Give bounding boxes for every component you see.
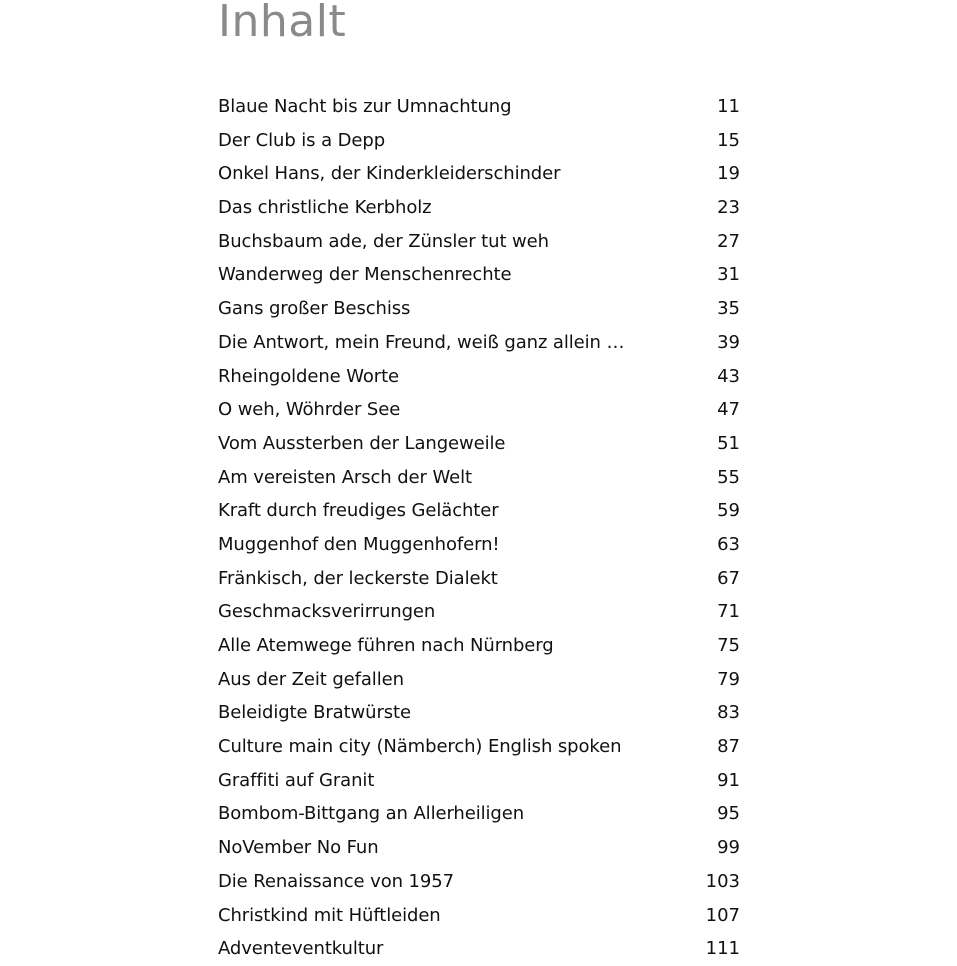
toc-entry [218,191,740,225]
toc-entry-page-number: 51 [717,432,740,454]
toc-entry [218,461,740,495]
toc-entry-title: Graffiti auf Granit [218,769,375,791]
toc-entry-title: Das christliche Kerbholz [218,197,432,219]
toc-entry-page-number: 79 [717,668,740,690]
toc-entry-title: Gans großer Beschiss [218,298,411,320]
toc-entry [218,360,740,394]
toc-entry-page-number: 63 [717,533,740,555]
toc-entry-title: Buchsbaum ade, der Zünsler tut weh [218,230,549,252]
toc-entry-title: O weh, Wöhrder See [218,399,401,421]
toc-entry [218,225,740,259]
toc-entry-title: Die Antwort, mein Freund, weiß ganz allein … [218,331,625,353]
toc-entry-page-number: 23 [717,197,740,219]
toc-entry [218,494,740,528]
toc-entry [218,157,740,191]
toc-entry-title: Onkel Hans, der Kinderkleiderschinder [218,163,561,185]
toc-entry [218,899,740,933]
toc-entry-page-number: 71 [717,601,740,623]
toc-entry [218,663,740,697]
toc-entry [218,393,740,427]
page-title: Inhalt [218,0,347,47]
table-of-contents [218,90,740,966]
toc-entry [218,90,740,124]
toc-entry-title: Beleidigte Bratwürste [218,702,411,724]
toc-entry [218,326,740,360]
toc-entry-page-number: 43 [717,365,740,387]
toc-entry-page-number: 83 [717,702,740,724]
toc-entry-page-number: 35 [717,298,740,320]
toc-entry-page-number: 15 [717,129,740,151]
toc-entry-page-number: 59 [717,500,740,522]
toc-entry-title: Geschmacksverirrungen [218,601,436,623]
toc-entry-title: Alle Atemwege führen nach Nürnberg [218,635,554,656]
toc-entry [218,629,740,663]
toc-entry-page-number: 67 [717,567,740,589]
toc-entry-title: Vom Aussterben der Langeweile [218,432,506,454]
toc-entry-page-number: 111 [705,938,740,960]
toc-entry-title: Am vereisten Arsch der Welt [218,466,472,488]
toc-entry [218,730,740,764]
toc-entry [218,831,740,865]
toc-entry-page-number: 55 [717,466,740,488]
toc-entry [218,696,740,730]
toc-entry-page-number: 103 [705,870,740,892]
toc-entry-title: Muggenhof den Muggenhofern! [218,533,500,555]
toc-entry-title: Wanderweg der Menschenrechte [218,264,512,286]
toc-entry [218,124,740,158]
toc-entry [218,932,740,966]
toc-entry-title: Aus der Zeit gefallen [218,668,404,690]
toc-entry-title: Die Renaissance von 1957 [218,870,454,892]
toc-entry-page-number: 99 [717,837,740,859]
toc-entry-page-number: 75 [717,635,740,656]
toc-entry-title: NoVember No Fun [218,837,379,859]
toc-entry-title: Kraft durch freudiges Gelächter [218,500,499,522]
toc-entry-title: Rheingoldene Worte [218,365,400,387]
toc-entry [218,764,740,798]
toc-entry-page-number: 11 [717,96,740,117]
toc-entry-page-number: 27 [717,230,740,252]
toc-entry-page-number: 87 [717,736,740,758]
toc-entry-page-number: 47 [717,399,740,421]
toc-entry [218,797,740,831]
toc-entry-page-number: 31 [717,264,740,286]
toc-entry [218,865,740,899]
toc-entry-title: Der Club is a Depp [218,129,386,151]
toc-entry-title: Adventeventkultur [218,938,384,960]
toc-entry-page-number: 91 [717,769,740,791]
toc-entry-title: Blaue Nacht bis zur Umnachtung [218,96,512,117]
toc-entry-page-number: 19 [717,163,740,185]
toc-entry-title: Bombom-Bittgang an Allerheiligen [218,803,525,825]
toc-entry-page-number: 95 [717,803,740,825]
toc-entry-title: Culture main city (Nämberch) English spoken [218,736,622,758]
toc-entry-title: Christkind mit Hüftleiden [218,904,441,926]
toc-entry-title: Fränkisch, der leckerste Dialekt [218,567,498,589]
toc-entry [218,292,740,326]
toc-entry [218,528,740,562]
toc-entry [218,427,740,461]
toc-entry [218,595,740,629]
toc-entry [218,562,740,596]
toc-entry [218,258,740,292]
toc-entry-page-number: 107 [705,904,740,926]
toc-entry-page-number: 39 [717,331,740,353]
